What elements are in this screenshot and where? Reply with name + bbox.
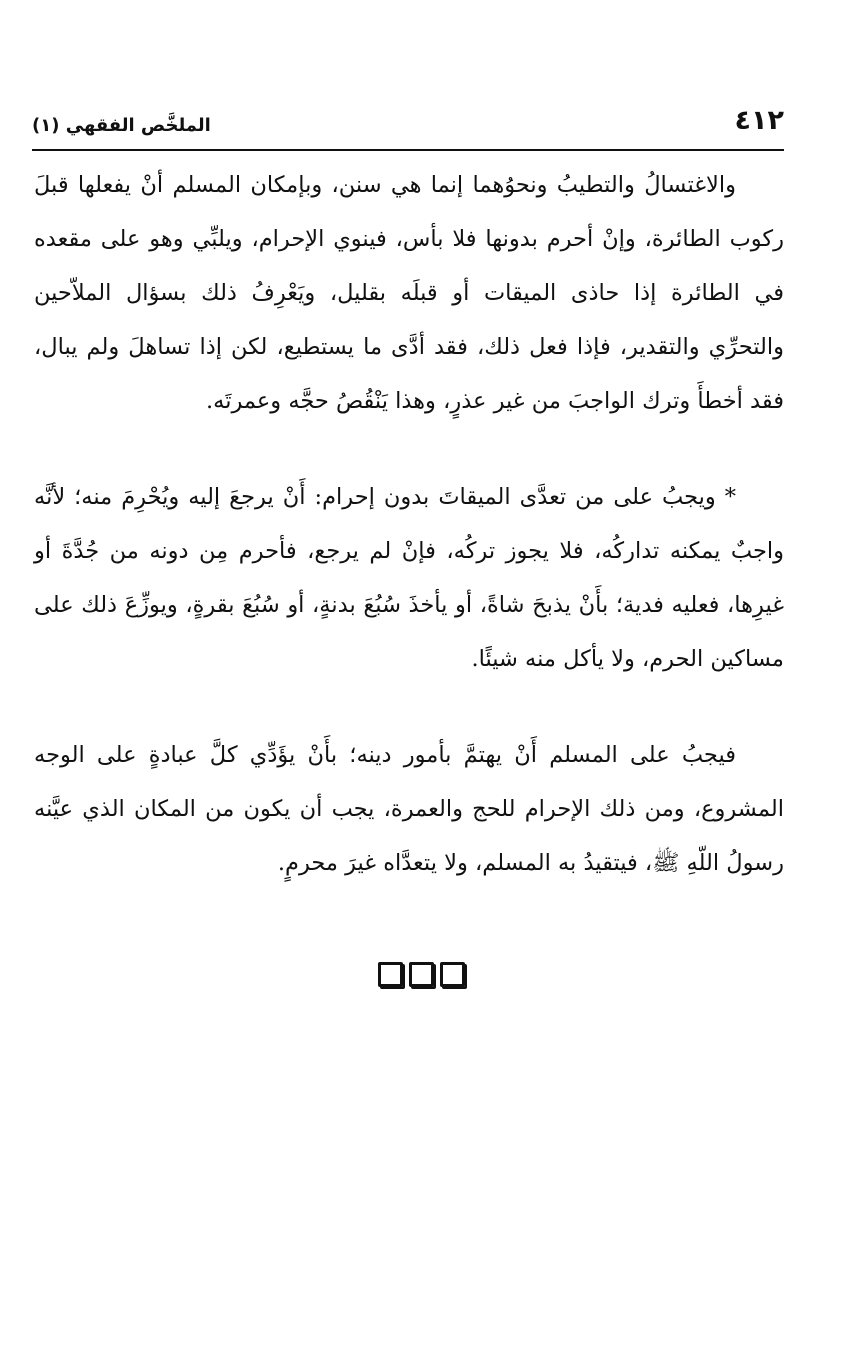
paragraph-text: والاغتسالُ والتطيبُ ونحوُهما إنما هي سنن، وبإمكان المسلم أنْ يفعلها قبلَ ركوب الطائرة، وإنْ أحرم بدونها فلا بأس، فينوي الإحرام، ويلبِّي وهو على مقعده في الطائرة إذا حاذى الميقات أو قبلَه بقليل، ويَعْرِفُ ذلك بسؤال الملاّحين والتحرِّي والتقدير، فإذا فعل ذلك، فقد أدَّى ما يستطيع، لكن إذا تساهلَ ولم يبال، فقد أخطأَ وترك الواجبَ من غير عذرٍ، وهذا يَنْقُصُ حجَّه وعمرتَه. (34, 172, 784, 414)
square-ornament-icon (409, 962, 434, 987)
square-ornament-icon (440, 962, 465, 987)
page-number: ٤١٢ (734, 105, 784, 136)
book-title: الملخَّص الفقهي (١) (32, 115, 211, 136)
page-header (32, 104, 784, 144)
header-rule (32, 149, 784, 151)
square-ornament-icon (378, 962, 403, 987)
paragraph-text: * ويجبُ على من تعدَّى الميقاتَ بدون إحرام: أَنْ يرجعَ إليه ويُحْرِمَ منه؛ لأنَّه واجبٌ يمكنه تداركُه، فلا يجوز تركُه، فإنْ لم يرجع، فأحرم مِن دونه من جُدَّةَ أو غيرِها، فعليه فدية؛ بأَنْ يذبحَ شاةً، أو يأخذَ سُبُعَ بدنةٍ، أو سُبُعَ بقرةٍ، ويوزِّعَ ذلك على مساكين الحرم، ولا يأكل منه شيئًا. (34, 484, 784, 672)
section-end-ornament (0, 962, 843, 991)
paragraph (34, 728, 784, 890)
paragraph (34, 470, 784, 686)
paragraph (34, 158, 784, 428)
paragraph-text: فيجبُ على المسلم أَنْ يهتمَّ بأمور دينه؛ بأَنْ يؤَدِّي كلَّ عبادةٍ على الوجه المشروع، ومن ذلك الإحرام للحج والعمرة، يجب أن يكون من المكان الذي عيَّنه رسولُ اللّهِ ﷺ، فيتقيدُ به المسلم، ولا يتعدَّاه غيرَ محرمٍ. (34, 742, 784, 876)
